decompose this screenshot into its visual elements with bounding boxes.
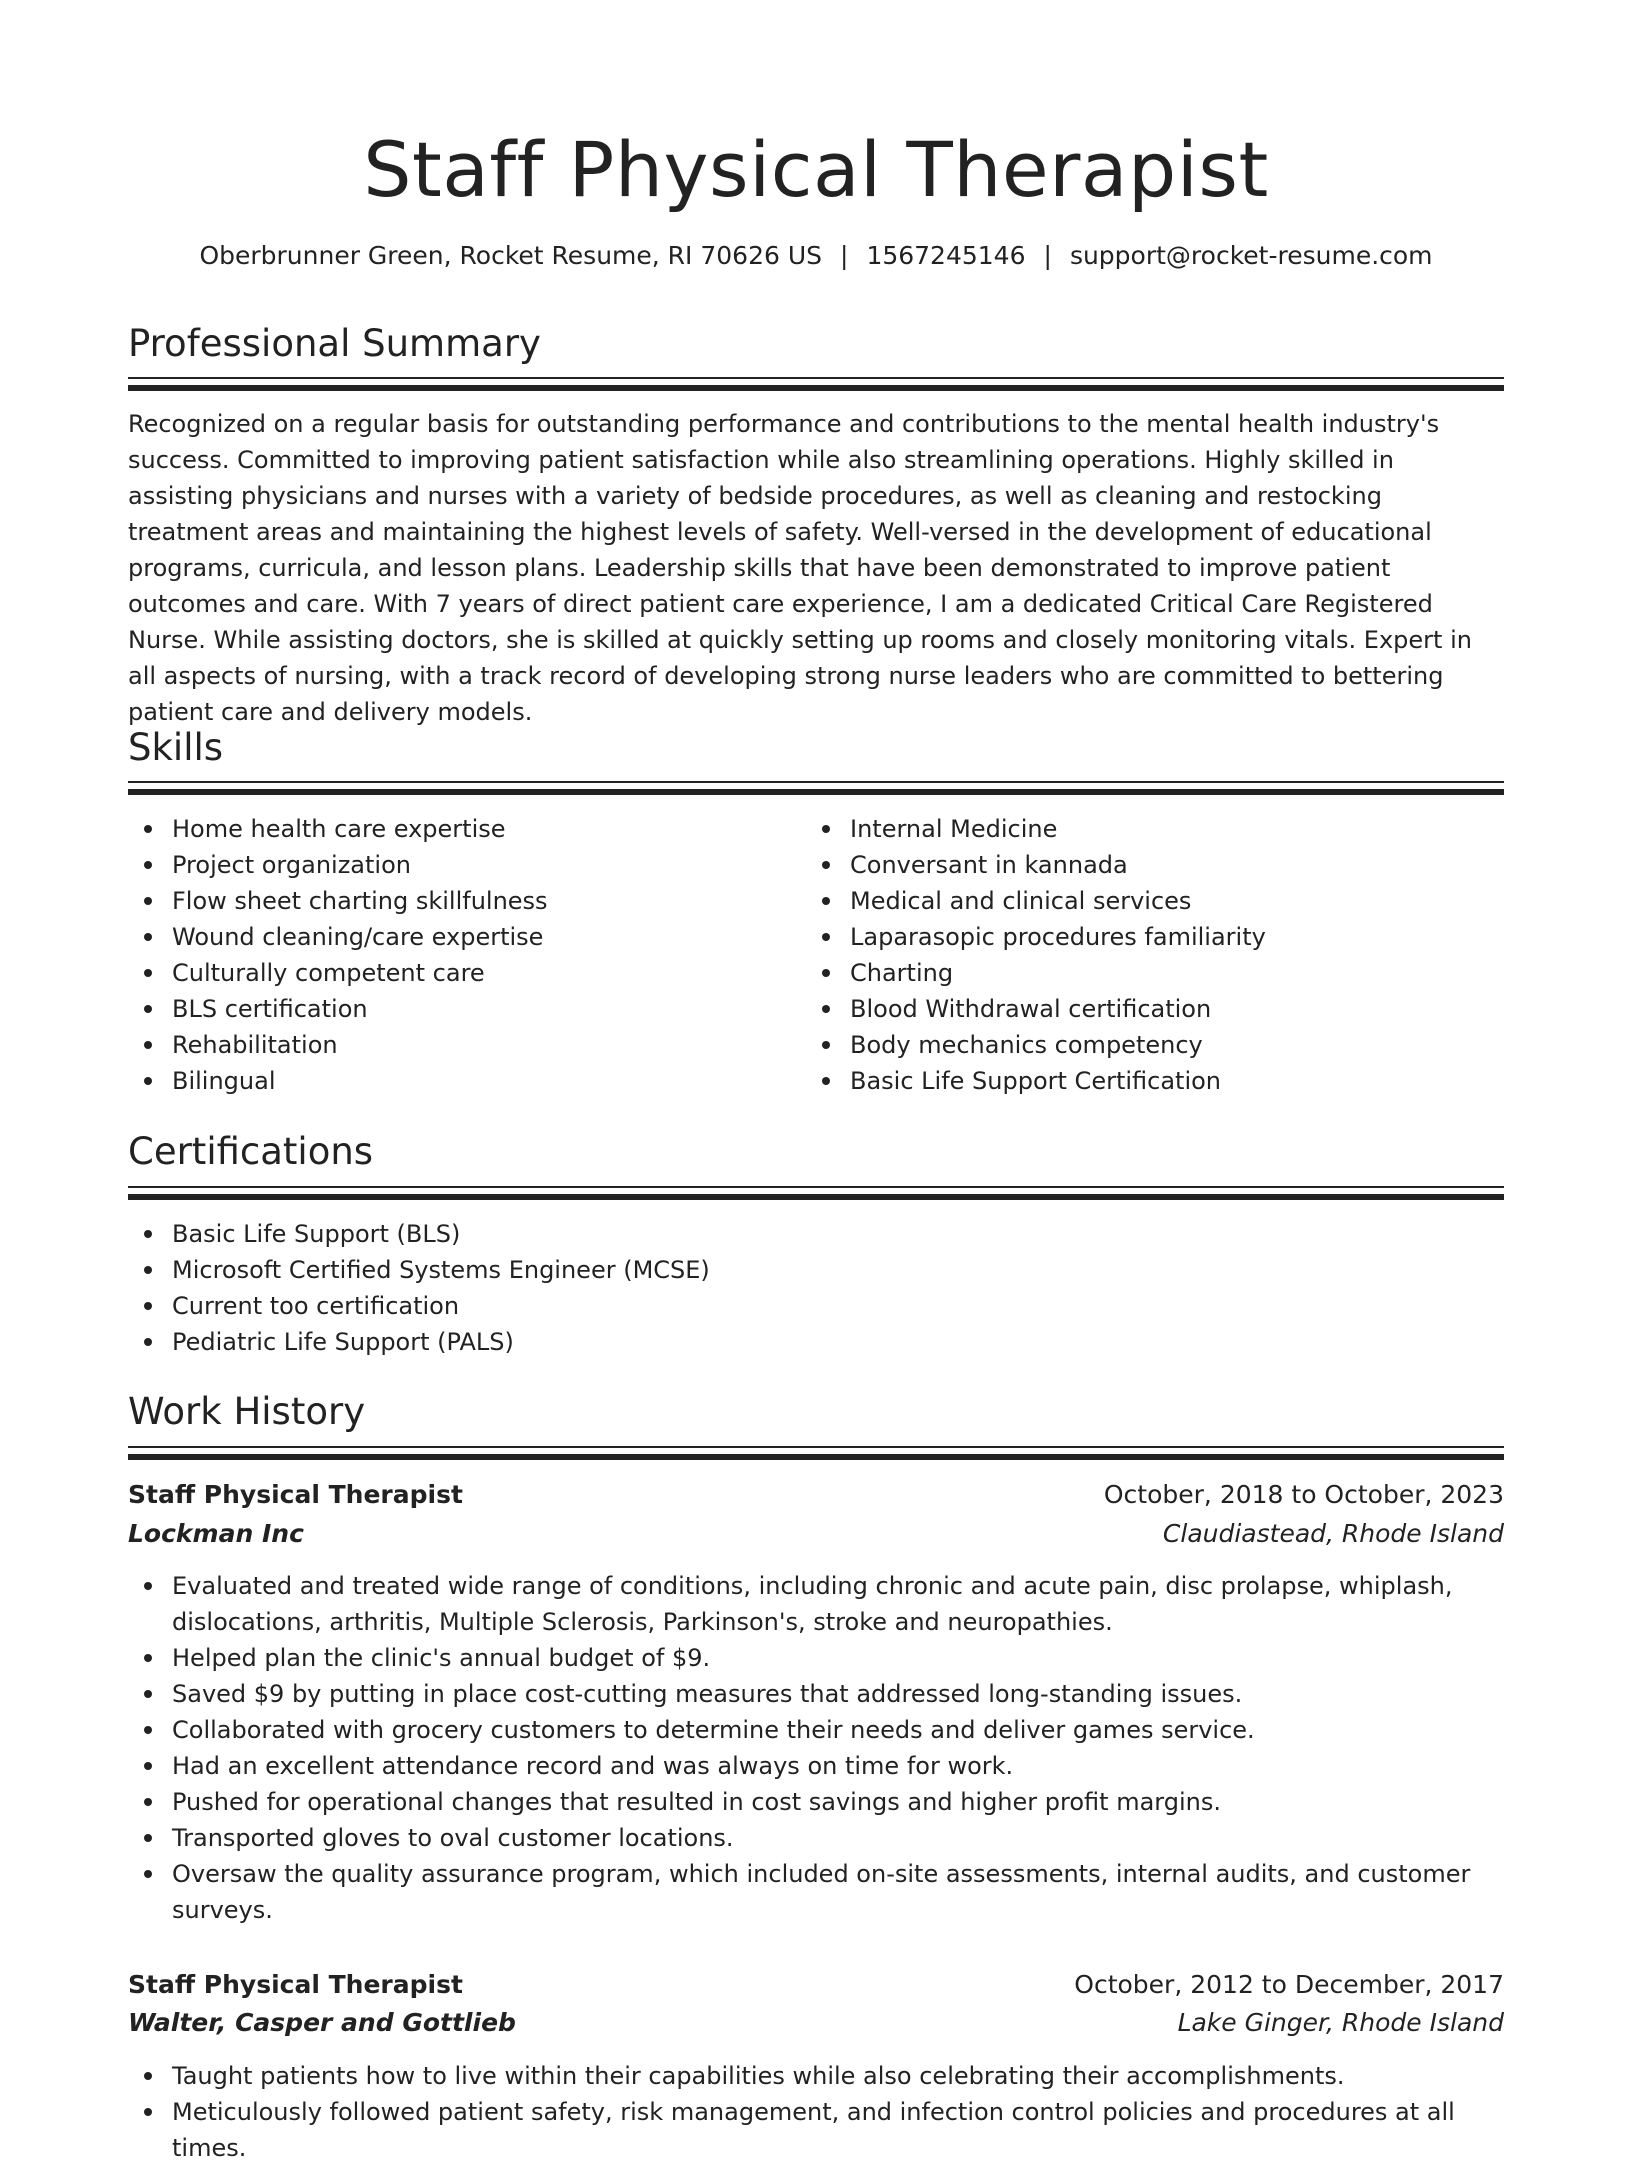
certification-item: Pediatric Life Support (PALS) (128, 1324, 1504, 1360)
section-divider (128, 1186, 1504, 1200)
skill-item: Wound cleaning/care expertise (128, 919, 788, 955)
job-company: Walter, Casper and Gottlieb (128, 2008, 516, 2037)
job-duty: Pushed for operational changes that resulted in cost savings and higher profit margins. (128, 1784, 1504, 1820)
job-subheader (128, 1515, 1504, 1553)
skills-heading: Skills (128, 726, 224, 769)
contact-email: support@rocket-resume.com (1069, 241, 1433, 270)
skill-item: Flow sheet charting skillfulness (128, 883, 788, 919)
certification-item: Basic Life Support (BLS) (128, 1216, 1504, 1252)
certifications-heading: Certifications (128, 1130, 374, 1173)
skill-item: Rehabilitation (128, 1027, 788, 1063)
skill-item: Conversant in kannada (806, 847, 1504, 883)
job-title: Staff Physical Therapist (128, 1480, 463, 1509)
contact-phone: 1567245146 (866, 241, 1026, 270)
skill-item: Body mechanics competency (806, 1027, 1504, 1063)
work-history-heading: Work History (128, 1390, 366, 1433)
skills-left-list (128, 811, 788, 1099)
certifications-list (128, 1216, 1504, 1360)
job-duty: Taught patients how to live within their capabilities while also celebrating their accomplishments. (128, 2058, 1504, 2094)
job-subheader (128, 2004, 1504, 2042)
skill-item: Blood Withdrawal certification (806, 991, 1504, 1027)
section-divider (128, 377, 1504, 391)
skill-item: Home health care expertise (128, 811, 788, 847)
job-duties-list (128, 1568, 1504, 1928)
contact-line (128, 238, 1504, 274)
job-duty: Transported gloves to oval customer locations. (128, 1820, 1504, 1856)
job-company: Lockman Inc (128, 1519, 304, 1548)
skill-item: Bilingual (128, 1063, 788, 1099)
skill-item: Laparasopic procedures familiarity (806, 919, 1504, 955)
skill-item: Basic Life Support Certification (806, 1063, 1504, 1099)
job-duty: Collaborated with grocery customers to determine their needs and deliver games service. (128, 1712, 1504, 1748)
skill-item: Culturally competent care (128, 955, 788, 991)
job-title: Staff Physical Therapist (128, 1970, 463, 1999)
skill-item: Project organization (128, 847, 788, 883)
skill-item: Internal Medicine (806, 811, 1504, 847)
section-divider (128, 1446, 1504, 1460)
job-dates: October, 2012 to December, 2017 (1074, 1970, 1504, 1999)
job-duty: Had an excellent attendance record and was always on time for work. (128, 1748, 1504, 1784)
contact-separator: | (840, 241, 849, 270)
skill-item: Charting (806, 955, 1504, 991)
contact-separator: | (1043, 241, 1052, 270)
job-location: Claudiastead, Rhode Island (1162, 1519, 1504, 1548)
job-duty: Saved $9 by putting in place cost-cutting measures that addressed long-standing issues. (128, 1676, 1504, 1712)
skill-item: Medical and clinical services (806, 883, 1504, 919)
job-duties-list (128, 2058, 1504, 2166)
certification-item: Current too certification (128, 1288, 1504, 1324)
contact-address: Oberbrunner Green, Rocket Resume, RI 70626 US (199, 241, 822, 270)
summary-heading: Professional Summary (128, 322, 541, 365)
job-header (128, 1476, 1504, 1514)
summary-text: Recognized on a regular basis for outstanding performance and contributions to the mental health industry's success. Committed to improving patient satisfaction while also streamlining operations. Highly skilled in assisting physicians and nurses with a variety of bedside procedures, as well as cleaning and restocking treatment areas and maintaining the highest levels of safety. Well-versed in the development of educational programs, curricula, and lesson plans. Leadership skills that have been demonstrated to improve patient outcomes and care. With 7 years of direct patient care experience, I am a dedicated Critical Care Registered Nurse. While assisting doctors, she is skilled at quickly setting up rooms and closely monitoring vitals. Expert in all aspects of nursing, with a track record of developing strong nurse leaders who are committed to bettering patient care and delivery models. (128, 410, 1472, 726)
section-divider (128, 781, 1504, 795)
skills-right-list (806, 811, 1504, 1099)
job-duty: Helped plan the clinic's annual budget of $9. (128, 1640, 1504, 1676)
certification-item: Microsoft Certified Systems Engineer (MCSE) (128, 1252, 1504, 1288)
job-duty: Meticulously followed patient safety, risk management, and infection control policies and procedures at all times. (128, 2094, 1504, 2166)
job-dates: October, 2018 to October, 2023 (1103, 1480, 1504, 1509)
job-duty: Oversaw the quality assurance program, which included on-site assessments, internal audits, and customer surveys. (128, 1856, 1504, 1928)
job-location: Lake Ginger, Rhode Island (1177, 2008, 1504, 2037)
job-header (128, 1966, 1504, 2004)
resume-name: Staff Physical Therapist (363, 125, 1269, 214)
skill-item: BLS certification (128, 991, 788, 1027)
job-duty: Evaluated and treated wide range of conditions, including chronic and acute pain, disc prolapse, whiplash, dislocations, arthritis, Multiple Sclerosis, Parkinson's, stroke and neuropathies. (128, 1568, 1504, 1640)
